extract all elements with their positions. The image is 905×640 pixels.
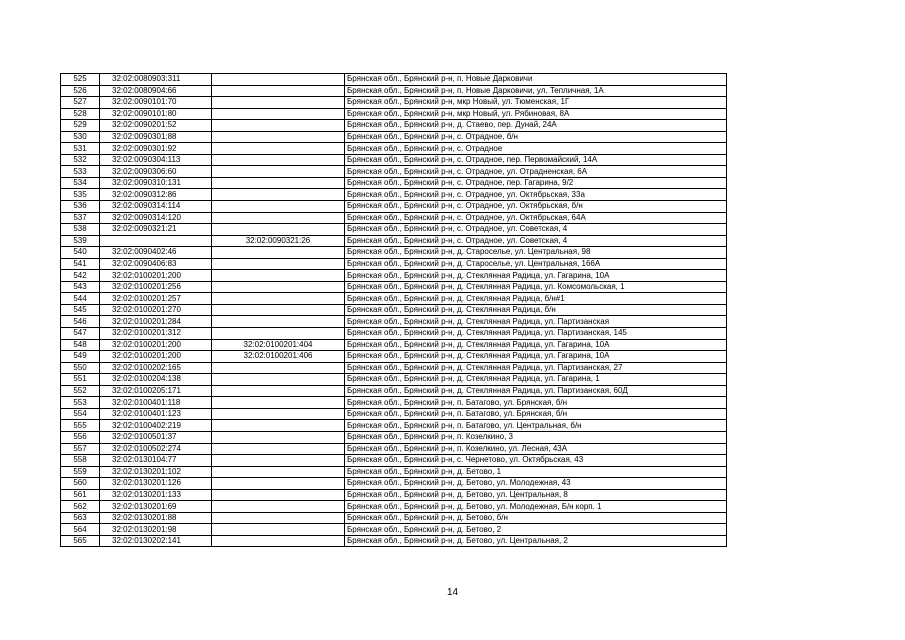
related-cadastral-number-cell (212, 431, 345, 443)
table-row (61, 270, 727, 282)
related-cadastral-number-cell (212, 177, 345, 189)
table-row (61, 408, 727, 420)
table-row (61, 293, 727, 305)
table-row (61, 131, 727, 143)
table-row (61, 489, 727, 501)
row-number-cell: 548 (61, 339, 100, 351)
address-cell: Брянская обл., Брянский р-н, д. Бетово, ул. Молодежная, Б/н корп. 1 (345, 501, 727, 513)
address-cell: Брянская обл., Брянский р-н, с. Отрадное, ул. Октябрьская, б/н (345, 201, 727, 213)
row-number-cell: 554 (61, 408, 100, 420)
row-number-cell: 543 (61, 281, 100, 293)
table-row (61, 385, 727, 397)
address-cell: Брянская обл., Брянский р-н, д. Бетово, 2 (345, 524, 727, 536)
related-cadastral-number-cell (212, 443, 345, 455)
cadastral-number-cell: 32:02:0130201:102 (100, 466, 212, 478)
related-cadastral-number-cell (212, 189, 345, 201)
address-cell: Брянская обл., Брянский р-н, с. Отрадное, пер. Гагарина, 9/2 (345, 177, 727, 189)
row-number-cell: 546 (61, 316, 100, 328)
row-number-cell: 560 (61, 478, 100, 490)
row-number-cell: 533 (61, 166, 100, 178)
table-row (61, 224, 727, 236)
cadastral-number-cell: 32:02:0100201:200 (100, 339, 212, 351)
cadastral-number-cell: 32:02:0090304:113 (100, 154, 212, 166)
row-number-cell: 545 (61, 304, 100, 316)
related-cadastral-number-cell (212, 224, 345, 236)
address-cell: Брянская обл., Брянский р-н, с. Отрадное, ул. Октябрьская, 33а (345, 189, 727, 201)
row-number-cell: 538 (61, 224, 100, 236)
row-number-cell: 527 (61, 97, 100, 109)
address-cell: Брянская обл., Брянский р-н, д. Стеклянная Радица, ул. Гагарина, 10А (345, 270, 727, 282)
cadastral-number-cell: 32:02:0130201:126 (100, 478, 212, 490)
cadastral-number-cell: 32:02:0130201:133 (100, 489, 212, 501)
table-row (61, 177, 727, 189)
related-cadastral-number-cell (212, 293, 345, 305)
related-cadastral-number-cell (212, 304, 345, 316)
related-cadastral-number-cell (212, 143, 345, 155)
table-row (61, 478, 727, 490)
cadastral-number-cell: 32:02:0090406:83 (100, 258, 212, 270)
row-number-cell: 561 (61, 489, 100, 501)
row-number-cell: 537 (61, 212, 100, 224)
row-number-cell: 562 (61, 501, 100, 513)
table-row (61, 212, 727, 224)
address-cell: Брянская обл., Брянский р-н, с. Отрадное, ул. Октябрьская, 64А (345, 212, 727, 224)
row-number-cell: 549 (61, 351, 100, 363)
table-row (61, 431, 727, 443)
table-row (61, 535, 727, 547)
address-cell: Брянская обл., Брянский р-н, п. Батагово, ул. Брянская, б/н (345, 408, 727, 420)
address-cell: Брянская обл., Брянский р-н, д. Стеклянная Радица, б/н#1 (345, 293, 727, 305)
address-cell: Брянская обл., Брянский р-н, д. Бетово, 1 (345, 466, 727, 478)
address-cell: Брянская обл., Брянский р-н, д. Староселье, ул. Центральная, 98 (345, 247, 727, 259)
address-cell: Брянская обл., Брянский р-н, с. Отрадное, б/н (345, 131, 727, 143)
row-number-cell: 526 (61, 85, 100, 97)
cadastral-number-cell: 32:02:0100501:37 (100, 431, 212, 443)
cadastral-number-cell: 32:02:0080904:66 (100, 85, 212, 97)
row-number-cell: 550 (61, 362, 100, 374)
address-cell: Брянская обл., Брянский р-н, с. Отрадное (345, 143, 727, 155)
row-number-cell: 557 (61, 443, 100, 455)
row-number-cell: 544 (61, 293, 100, 305)
table-row (61, 108, 727, 120)
related-cadastral-number-cell (212, 501, 345, 513)
cadastral-number-cell: 32:02:0100201:257 (100, 293, 212, 305)
address-cell: Брянская обл., Брянский р-н, д. Стеклянная Радица, б/н (345, 304, 727, 316)
cadastral-number-cell: 32:02:0090402:46 (100, 247, 212, 259)
related-cadastral-number-cell (212, 524, 345, 536)
row-number-cell: 529 (61, 120, 100, 132)
address-cell: Брянская обл., Брянский р-н, д. Стаево, пер. Дунай, 24А (345, 120, 727, 132)
table-row (61, 524, 727, 536)
table-row (61, 466, 727, 478)
row-number-cell: 555 (61, 420, 100, 432)
row-number-cell: 558 (61, 455, 100, 467)
property-table-container (60, 73, 727, 547)
row-number-cell: 542 (61, 270, 100, 282)
table-row (61, 74, 727, 86)
cadastral-number-cell: 32:02:0130201:69 (100, 501, 212, 513)
related-cadastral-number-cell (212, 316, 345, 328)
row-number-cell: 540 (61, 247, 100, 259)
related-cadastral-number-cell (212, 374, 345, 386)
row-number-cell: 559 (61, 466, 100, 478)
related-cadastral-number-cell: 32:02:0090321:26 (212, 235, 345, 247)
cadastral-number-cell: 32:02:0090301:92 (100, 143, 212, 155)
table-row (61, 362, 727, 374)
cadastral-number-cell: 32:02:0130202:141 (100, 535, 212, 547)
related-cadastral-number-cell: 32:02:0100201:404 (212, 339, 345, 351)
row-number-cell: 536 (61, 201, 100, 213)
related-cadastral-number-cell (212, 489, 345, 501)
row-number-cell: 547 (61, 328, 100, 340)
address-cell: Брянская обл., Брянский р-н, д. Стеклянная Радица, ул. Партизанская, 145 (345, 328, 727, 340)
cadastral-number-cell: 32:02:0100201:200 (100, 270, 212, 282)
cadastral-number-cell: 32:02:0100401:123 (100, 408, 212, 420)
table-row (61, 120, 727, 132)
address-cell: Брянская обл., Брянский р-н, с. Чернетово, ул. Октябрьская, 43 (345, 455, 727, 467)
address-cell: Брянская обл., Брянский р-н, д. Бетово, ул. Молодежная, 43 (345, 478, 727, 490)
related-cadastral-number-cell (212, 478, 345, 490)
address-cell: Брянская обл., Брянский р-н, мкр Новый, ул. Тюменская, 1Г (345, 97, 727, 109)
address-cell: Брянская обл., Брянский р-н, д. Стеклянная Радица, ул. Партизанская, 60Д (345, 385, 727, 397)
table-row (61, 235, 727, 247)
address-cell: Брянская обл., Брянский р-н, д. Стеклянная Радица, ул. Партизанская (345, 316, 727, 328)
cadastral-number-cell: 32:02:0090310:131 (100, 177, 212, 189)
row-number-cell: 541 (61, 258, 100, 270)
address-cell: Брянская обл., Брянский р-н, д. Бетово, ул. Центральная, 8 (345, 489, 727, 501)
table-row (61, 166, 727, 178)
row-number-cell: 535 (61, 189, 100, 201)
related-cadastral-number-cell (212, 385, 345, 397)
address-cell: Брянская обл., Брянский р-н, д. Стеклянная Радица, ул. Партизанская, 27 (345, 362, 727, 374)
related-cadastral-number-cell (212, 166, 345, 178)
related-cadastral-number-cell (212, 97, 345, 109)
cadastral-number-cell: 32:02:0100201:284 (100, 316, 212, 328)
address-cell: Брянская обл., Брянский р-н, д. Стеклянная Радица, ул. Гагарина, 1 (345, 374, 727, 386)
address-cell: Брянская обл., Брянский р-н, д. Стеклянная Радица, ул. Гагарина, 10А (345, 351, 727, 363)
related-cadastral-number-cell (212, 328, 345, 340)
address-cell: Брянская обл., Брянский р-н, д. Бетово, б/н (345, 512, 727, 524)
cadastral-number-cell: 32:02:0090101:80 (100, 108, 212, 120)
row-number-cell: 565 (61, 535, 100, 547)
cadastral-number-cell: 32:02:0100204:138 (100, 374, 212, 386)
row-number-cell: 556 (61, 431, 100, 443)
related-cadastral-number-cell (212, 258, 345, 270)
cadastral-number-cell: 32:02:0090201:52 (100, 120, 212, 132)
table-row (61, 501, 727, 513)
related-cadastral-number-cell (212, 455, 345, 467)
cadastral-number-cell: 32:02:0100201:312 (100, 328, 212, 340)
table-row (61, 247, 727, 259)
row-number-cell: 531 (61, 143, 100, 155)
related-cadastral-number-cell: 32:02:0100201:406 (212, 351, 345, 363)
address-cell: Брянская обл., Брянский р-н, д. Староселье, ул. Центральная, 166А (345, 258, 727, 270)
table-row (61, 281, 727, 293)
table-row (61, 512, 727, 524)
address-cell: Брянская обл., Брянский р-н, д. Бетово, ул. Центральная, 2 (345, 535, 727, 547)
row-number-cell: 525 (61, 74, 100, 86)
related-cadastral-number-cell (212, 466, 345, 478)
property-table (60, 73, 727, 547)
table-row (61, 397, 727, 409)
address-cell: Брянская обл., Брянский р-н, п. Козелкино, ул. Лесная, 43А (345, 443, 727, 455)
table-row (61, 189, 727, 201)
table-row (61, 97, 727, 109)
cadastral-number-cell: 32:02:0090306:60 (100, 166, 212, 178)
related-cadastral-number-cell (212, 397, 345, 409)
cadastral-number-cell: 32:02:0100202:165 (100, 362, 212, 374)
related-cadastral-number-cell (212, 201, 345, 213)
cadastral-number-cell: 32:02:0100201:256 (100, 281, 212, 293)
page-number: 14 (446, 587, 459, 598)
row-number-cell: 552 (61, 385, 100, 397)
cadastral-number-cell: 32:02:0100401:118 (100, 397, 212, 409)
table-row (61, 351, 727, 363)
related-cadastral-number-cell (212, 131, 345, 143)
address-cell: Брянская обл., Брянский р-н, с. Отрадное, ул. Советская, 4 (345, 224, 727, 236)
table-row (61, 201, 727, 213)
address-cell: Брянская обл., Брянский р-н, п. Козелкино, 3 (345, 431, 727, 443)
address-cell: Брянская обл., Брянский р-н, мкр Новый, ул. Рябиновая, 8А (345, 108, 727, 120)
table-row (61, 154, 727, 166)
address-cell: Брянская обл., Брянский р-н, п. Батагово, ул. Центральная, б/н (345, 420, 727, 432)
property-table-body (61, 74, 727, 547)
related-cadastral-number-cell (212, 74, 345, 86)
cadastral-number-cell: 32:02:0100502:274 (100, 443, 212, 455)
related-cadastral-number-cell (212, 281, 345, 293)
table-row (61, 143, 727, 155)
table-row (61, 258, 727, 270)
cadastral-number-cell: 32:02:0090301:88 (100, 131, 212, 143)
cadastral-number-cell: 32:02:0090321:21 (100, 224, 212, 236)
address-cell: Брянская обл., Брянский р-н, п. Новые Дарковичи, ул. Тепличная, 1А (345, 85, 727, 97)
related-cadastral-number-cell (212, 247, 345, 259)
cadastral-number-cell: 32:02:0090314:114 (100, 201, 212, 213)
related-cadastral-number-cell (212, 512, 345, 524)
cadastral-number-cell: 32:02:0100205:171 (100, 385, 212, 397)
related-cadastral-number-cell (212, 108, 345, 120)
table-row (61, 374, 727, 386)
cadastral-number-cell: 32:02:0090312:86 (100, 189, 212, 201)
cadastral-number-cell: 32:02:0100201:200 (100, 351, 212, 363)
cadastral-number-cell: 32:02:0130201:88 (100, 512, 212, 524)
row-number-cell: 530 (61, 131, 100, 143)
related-cadastral-number-cell (212, 420, 345, 432)
row-number-cell: 551 (61, 374, 100, 386)
row-number-cell: 563 (61, 512, 100, 524)
related-cadastral-number-cell (212, 408, 345, 420)
address-cell: Брянская обл., Брянский р-н, с. Отрадное, ул. Отрадненская, 6А (345, 166, 727, 178)
address-cell: Брянская обл., Брянский р-н, с. Отрадное, ул. Советская, 4 (345, 235, 727, 247)
related-cadastral-number-cell (212, 212, 345, 224)
related-cadastral-number-cell (212, 535, 345, 547)
table-row (61, 304, 727, 316)
row-number-cell: 532 (61, 154, 100, 166)
cadastral-number-cell: 32:02:0130104:77 (100, 455, 212, 467)
row-number-cell: 539 (61, 235, 100, 247)
address-cell: Брянская обл., Брянский р-н, п. Новые Дарковичи (345, 74, 727, 86)
cadastral-number-cell: 32:02:0090101:70 (100, 97, 212, 109)
address-cell: Брянская обл., Брянский р-н, д. Стеклянная Радица, ул. Гагарина, 10А (345, 339, 727, 351)
cadastral-number-cell: 32:02:0100402:219 (100, 420, 212, 432)
related-cadastral-number-cell (212, 362, 345, 374)
related-cadastral-number-cell (212, 85, 345, 97)
row-number-cell: 528 (61, 108, 100, 120)
table-row (61, 85, 727, 97)
cadastral-number-cell (100, 235, 212, 247)
cadastral-number-cell: 32:02:0130201:98 (100, 524, 212, 536)
cadastral-number-cell: 32:02:0080903:311 (100, 74, 212, 86)
cadastral-number-cell: 32:02:0090314:120 (100, 212, 212, 224)
address-cell: Брянская обл., Брянский р-н, д. Стеклянная Радица, ул. Комсомольская, 1 (345, 281, 727, 293)
address-cell: Брянская обл., Брянский р-н, с. Отрадное, пер. Первомайский, 14А (345, 154, 727, 166)
cadastral-number-cell: 32:02:0100201:270 (100, 304, 212, 316)
related-cadastral-number-cell (212, 270, 345, 282)
row-number-cell: 534 (61, 177, 100, 189)
related-cadastral-number-cell (212, 120, 345, 132)
row-number-cell: 553 (61, 397, 100, 409)
table-row (61, 420, 727, 432)
related-cadastral-number-cell (212, 154, 345, 166)
table-row (61, 455, 727, 467)
table-row (61, 443, 727, 455)
table-row (61, 328, 727, 340)
table-row (61, 316, 727, 328)
row-number-cell: 564 (61, 524, 100, 536)
table-row (61, 339, 727, 351)
address-cell: Брянская обл., Брянский р-н, п. Батагово, ул. Брянская, б/н (345, 397, 727, 409)
